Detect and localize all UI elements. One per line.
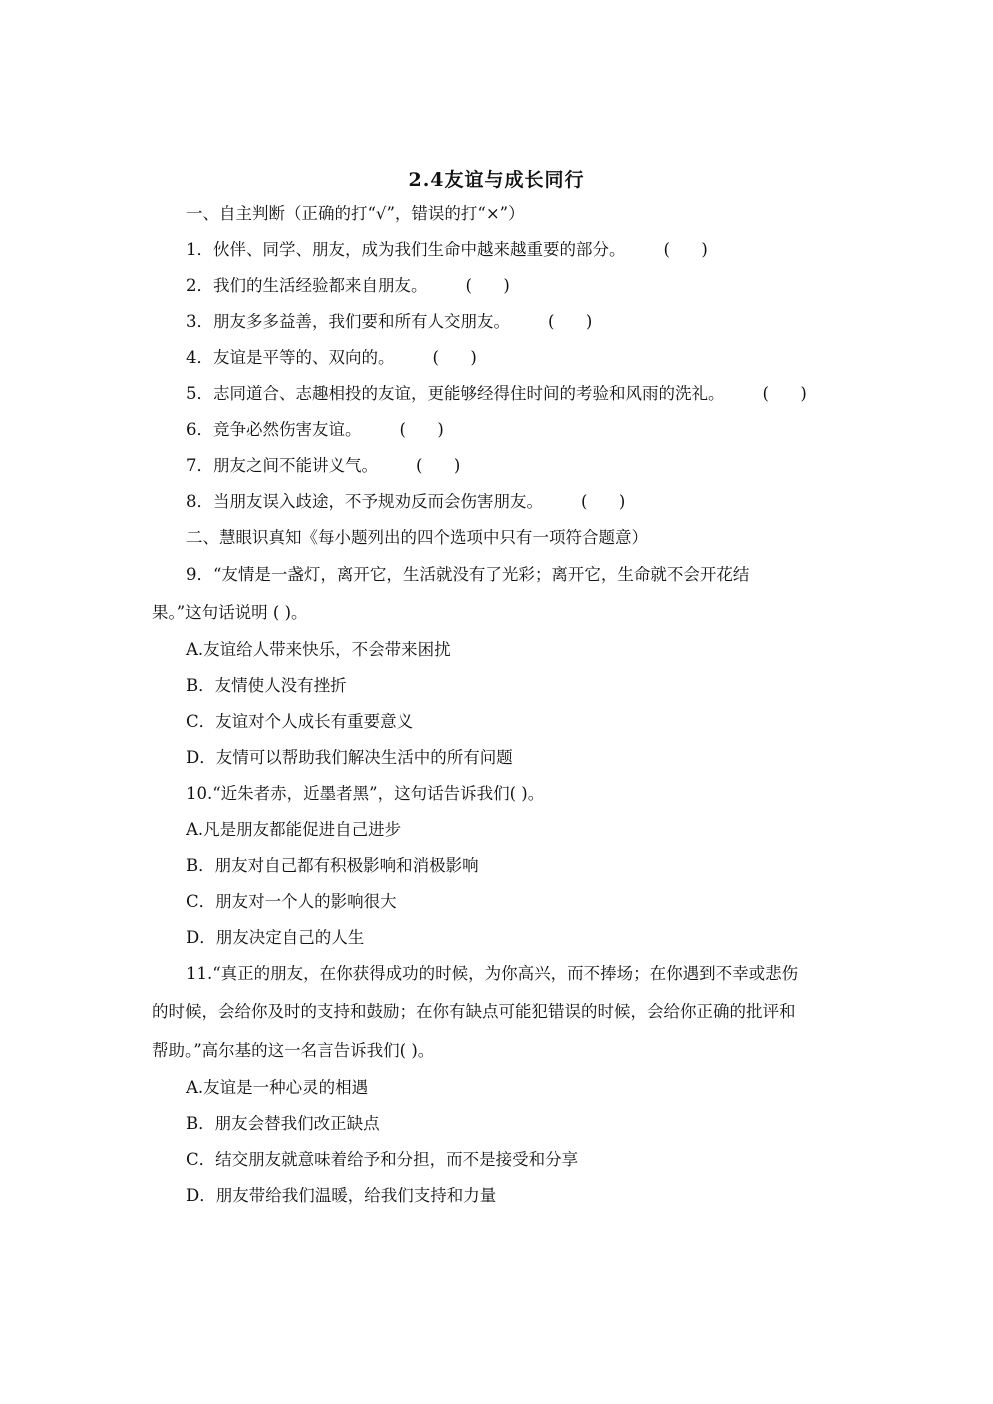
answer-blank[interactable]: ( ) [416, 456, 461, 475]
question-9-line-1: 9．“友情是一盏灯，离开它，生活就没有了光彩；离开它，生命就不会开花结 [186, 565, 750, 584]
judgement-item-text: 4．友谊是平等的、双向的。 [186, 348, 395, 367]
q9-option-d[interactable]: D．友情可以帮助我们解决生活中的所有问题 [186, 748, 513, 767]
page-title: 2.4友谊与成长同行 [408, 169, 585, 191]
question-10-line-1: 10.“近朱者赤，近墨者黑”，这句话告诉我们( )。 [186, 784, 545, 803]
judgement-item-1 [186, 238, 708, 262]
answer-blank[interactable]: ( ) [465, 276, 510, 295]
question-9-line-2: 果。”这句话说明 ( )。 [152, 603, 308, 622]
q10-option-d[interactable]: D．朋友决定自己的人生 [186, 928, 365, 947]
q10-option-a[interactable]: A.凡是朋友都能促进自己进步 [186, 820, 402, 839]
q10-option-b[interactable]: B．朋友对自己都有积极影响和消极影响 [186, 856, 479, 875]
answer-blank[interactable]: ( ) [762, 384, 807, 403]
judgement-item-3 [186, 310, 592, 334]
q11-option-a[interactable]: A.友谊是一种心灵的相遇 [186, 1078, 369, 1097]
judgement-item-5 [186, 382, 807, 406]
answer-blank[interactable]: ( ) [663, 240, 708, 259]
answer-blank[interactable]: ( ) [581, 492, 626, 511]
judgement-item-7 [186, 454, 460, 478]
judgement-item-text: 8．当朋友误入歧途，不予规劝反而会伤害朋友。 [186, 492, 543, 511]
section1-heading: 一、自主判断（正确的打“√”，错误的打“×”） [186, 204, 525, 223]
q9-option-a[interactable]: A.友谊给人带来快乐，不会带来困扰 [186, 640, 451, 659]
section2-heading: 二、慧眼识真知《每小题列出的四个选项中只有一项符合题意） [186, 528, 648, 547]
question-11-line-2: 的时候，会给你及时的支持和鼓励；在你有缺点可能犯错误的时候，会给你正确的批评和 [152, 1002, 796, 1021]
judgement-item-text: 1．伙伴、同学、朋友，成为我们生命中越来越重要的部分。 [186, 240, 626, 259]
judgement-item-4 [186, 346, 477, 370]
judgement-item-text: 3．朋友多多益善，我们要和所有人交朋友。 [186, 312, 510, 331]
judgement-item-8 [186, 490, 625, 514]
judgement-item-2 [186, 274, 510, 298]
q10-option-c[interactable]: C．朋友对一个人的影响很大 [186, 892, 397, 911]
q11-option-b[interactable]: B．朋友会替我们改正缺点 [186, 1114, 380, 1133]
judgement-item-6 [186, 418, 444, 442]
judgement-item-text: 6．竞争必然伤害友谊。 [186, 420, 362, 439]
judgement-item-text: 5．志同道合、志趣相投的友谊，更能够经得住时间的考验和风雨的洗礼。 [186, 384, 725, 403]
judgement-item-text: 2．我们的生活经验都来自朋友。 [186, 276, 428, 295]
answer-blank[interactable]: ( ) [432, 348, 477, 367]
answer-blank[interactable]: ( ) [548, 312, 593, 331]
answer-blank[interactable]: ( ) [399, 420, 444, 439]
q11-option-c[interactable]: C．结交朋友就意味着给予和分担，而不是接受和分享 [186, 1150, 579, 1169]
judgement-item-text: 7．朋友之间不能讲义气。 [186, 456, 378, 475]
q11-option-d[interactable]: D．朋友带给我们温暖，给我们支持和力量 [186, 1186, 497, 1205]
q9-option-c[interactable]: C．友谊对个人成长有重要意义 [186, 712, 414, 731]
q9-option-b[interactable]: B．友情使人没有挫折 [186, 676, 347, 695]
question-11-line-1: 11.“真正的朋友，在你获得成功的时候，为你高兴，而不捧场；在你遇到不幸或悲伤 [186, 964, 799, 983]
question-11-line-3: 帮助。”高尔基的这一名言告诉我们( )。 [152, 1041, 435, 1060]
